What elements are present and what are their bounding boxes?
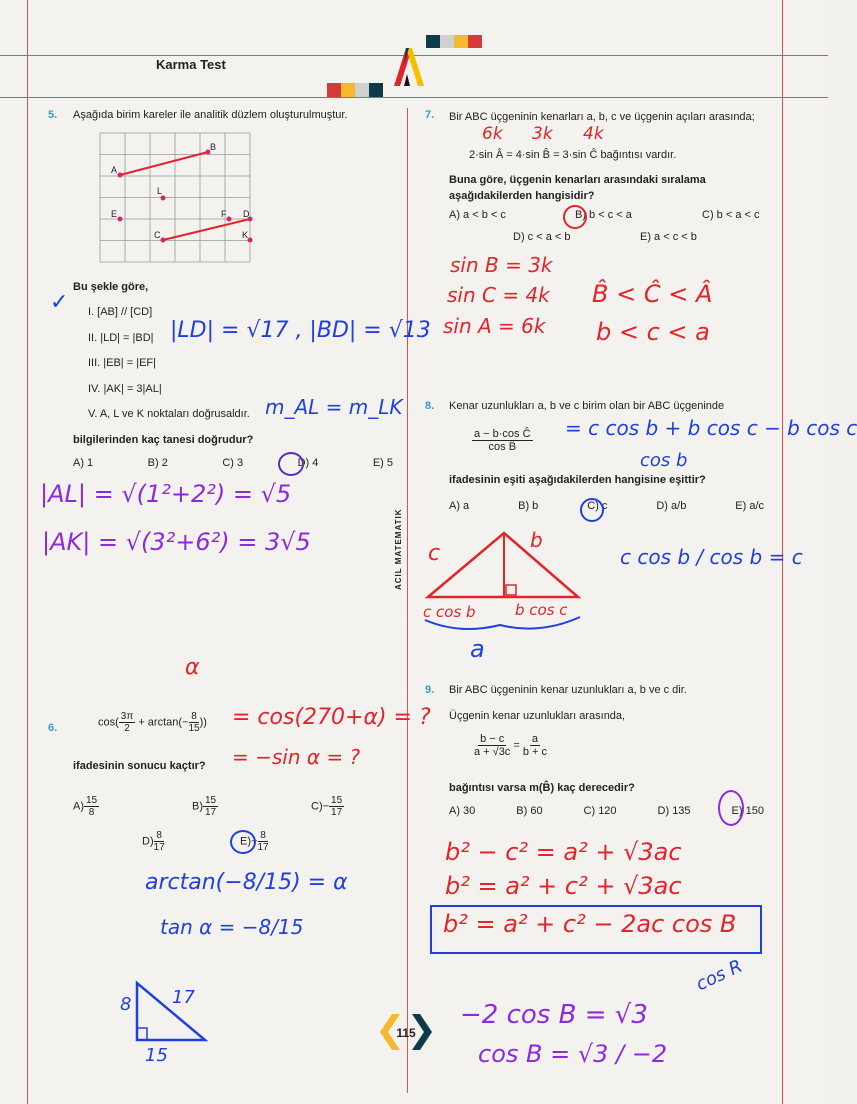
- option-c[interactable]: C) c: [587, 500, 608, 512]
- page-title: Karma Test: [156, 57, 226, 72]
- handwriting-note: tan α = −8/15: [160, 915, 304, 939]
- answer-circle: [580, 498, 604, 522]
- question-number: 9.: [425, 684, 435, 696]
- option-a[interactable]: A) 1: [73, 457, 94, 469]
- check-mark: ✓: [50, 290, 69, 315]
- svg-text:a: a: [470, 635, 485, 663]
- question-text: ifadesinin eşiti aşağıdakilerden hangisine eşittir?: [449, 474, 706, 486]
- question-stem: Kenar uzunlukları a, b ve c birim olan bir ABC üçgeninde: [449, 400, 725, 412]
- handwriting-note: cos b: [640, 450, 688, 471]
- svg-text:b: b: [530, 528, 543, 552]
- point-label-k: K: [242, 230, 249, 240]
- option-c[interactable]: C) b < a < c: [702, 209, 760, 221]
- handwriting-note: cos R: [692, 955, 746, 996]
- question-number: 7.: [425, 109, 435, 121]
- question-lead: Üçgenin kenar uzunlukları arasında,: [449, 710, 626, 722]
- statement-2: II. |LD| = |BD|: [88, 332, 154, 344]
- svg-text:115: 115: [396, 1026, 416, 1040]
- point-label-c: C: [154, 230, 161, 240]
- handwritten-triangle: [420, 525, 590, 665]
- column-divider: [407, 108, 408, 1093]
- handwriting-note: |AK| = √(3²+6²) = 3√5: [42, 528, 311, 556]
- handwriting-note: B̂ < Ĉ < Â: [592, 280, 713, 308]
- question-number: 6.: [48, 722, 58, 734]
- q9-equation: $\frac{b - c}{a + √3c}$ = $\frac{a}{b + c}$: [474, 733, 548, 758]
- handwriting-note: −2 cos B = √3: [460, 1000, 648, 1030]
- option-b[interactable]: B) 60: [516, 805, 543, 817]
- brand-vertical: ACIL MATEMATIK: [394, 508, 403, 590]
- handwriting-note: α: [185, 655, 200, 680]
- answer-circle: [230, 830, 256, 854]
- point-label-d: D: [243, 209, 250, 219]
- point-label-f: F: [221, 209, 227, 219]
- option-b[interactable]: B) b < c < a: [575, 209, 632, 221]
- svg-text:15: 15: [145, 1045, 168, 1066]
- option-a[interactable]: A) a < b < c: [449, 209, 506, 221]
- svg-text:b cos c: b cos c: [515, 601, 568, 619]
- relation: 2·sin Â = 4·sin B̂ = 3·sin Ĉ bağıntısı vardır.: [469, 149, 677, 161]
- handwriting-note: |LD| = √17 , |BD| = √13: [170, 318, 431, 343]
- option-b[interactable]: B) b: [518, 500, 539, 512]
- answer-circle: [718, 790, 744, 826]
- color-stripe-bottom: [327, 83, 383, 97]
- option-e[interactable]: E) a < c < b: [640, 231, 697, 243]
- handwriting-note: b < c < a: [596, 318, 710, 346]
- option-c[interactable]: C) 3: [222, 457, 244, 469]
- option-c[interactable]: C) 120: [583, 805, 617, 817]
- svg-text:c cos b: c cos b: [423, 603, 476, 621]
- option-d[interactable]: D) a/b: [656, 500, 687, 512]
- statement-4: IV. |AK| = 3|AL|: [88, 383, 162, 395]
- handwriting-note: = cos(270+α) = ?: [232, 705, 431, 730]
- handwriting-note: b² − c² = a² + √3ac: [445, 838, 682, 866]
- handwriting-note: arctan(−8/15) = α: [145, 870, 348, 895]
- question-text: bağıntısı varsa m(B̂) kaç derecedir?: [449, 782, 635, 794]
- question-text: ifadesinin sonucu kaçtır?: [73, 760, 206, 772]
- point-label-a: A: [111, 165, 118, 175]
- point-label-e: E: [111, 209, 118, 219]
- handwriting-note: m_AL = m_LK: [265, 395, 403, 419]
- handwriting-note: 6k: [482, 124, 503, 144]
- q8-fraction: $\frac{\text{a − b·cos Ĉ}}{\text{cos B̂}}$: [474, 428, 531, 453]
- option-e[interactable]: E) 150: [731, 805, 764, 817]
- handwritten-triangle: [110, 975, 220, 1065]
- option-e[interactable]: E) a/c: [735, 500, 764, 512]
- statement-5: V. A, L ve K noktaları doğrusaldır.: [88, 408, 250, 420]
- option-d[interactable]: D) c < a < b: [513, 231, 571, 243]
- svg-text:8: 8: [120, 994, 132, 1015]
- coordinate-grid: [95, 128, 265, 268]
- option-a[interactable]: A) $\frac{15}{8}$: [73, 795, 98, 818]
- handwriting-note: sin A = 6k: [443, 314, 546, 338]
- q6-expression: cos( $\frac{3\pi}{2}$ + arctan(− $\frac{8}{15}$ )): [98, 711, 207, 734]
- question-text: Buna göre, üçgenin kenarları arasındaki sıralama aşağıdakilerden hangisidir?: [449, 174, 706, 202]
- answer-options: [449, 805, 764, 817]
- statement-3: III. |EB| = |EF|: [88, 357, 156, 369]
- point-label-l: L: [157, 186, 163, 196]
- option-a[interactable]: A) a: [449, 500, 470, 512]
- question-stem: Aşağıda birim kareler ile analitik düzlem oluşturulmuştur.: [73, 109, 348, 121]
- page-number-badge: [378, 1010, 434, 1054]
- handwriting-note: 3k: [532, 124, 553, 144]
- question-text: bilgilerinden kaç tanesi doğrudur?: [73, 434, 254, 446]
- option-d[interactable]: D) $\frac{8}{17}$: [142, 830, 165, 853]
- handwriting-note: b² = a² + c² − 2ac cos B: [443, 910, 737, 938]
- option-d[interactable]: D) 4: [297, 457, 319, 469]
- answer-options: [449, 500, 764, 512]
- option-e[interactable]: E)− $\frac{8}{17}$: [240, 830, 269, 853]
- answer-options: [73, 457, 393, 469]
- option-b[interactable]: B) 2: [147, 457, 168, 469]
- handwriting-note: = −sin α = ?: [232, 745, 361, 769]
- question-stem: Bir ABC üçgeninin kenar uzunlukları a, b ve c dir.: [449, 684, 687, 696]
- logo-icon: [392, 46, 432, 90]
- color-stripe-top: [426, 35, 482, 48]
- option-d[interactable]: D) 135: [657, 805, 691, 817]
- handwriting-note: sin C = 4k: [447, 283, 550, 307]
- option-c[interactable]: C)− $\frac{15}{17}$: [311, 795, 343, 818]
- svg-text:17: 17: [172, 987, 195, 1008]
- point-label-b: B: [210, 142, 217, 152]
- handwriting-note: |AL| = √(1²+2²) = √5: [40, 480, 292, 508]
- header-line-bottom: [0, 97, 828, 98]
- svg-text:c: c: [428, 541, 441, 566]
- option-a[interactable]: A) 30: [449, 805, 476, 817]
- question-stem: Bir ABC üçgeninin kenarları a, b, c ve üçgenin açıları arasında;: [449, 111, 755, 123]
- option-e[interactable]: E) 5: [372, 457, 393, 469]
- question-number: 5.: [48, 109, 58, 121]
- option-b[interactable]: B) $\frac{15}{17}$: [192, 795, 217, 818]
- question-number: 8.: [425, 400, 435, 412]
- question-lead: Bu şekle göre,: [73, 281, 149, 293]
- handwriting-note: b² = a² + c² + √3ac: [445, 872, 682, 900]
- statement-1: I. [AB] // [CD]: [88, 306, 153, 318]
- handwriting-note: sin B = 3k: [450, 253, 553, 277]
- answer-circle: [563, 205, 587, 229]
- margin-line-left: [27, 0, 28, 1104]
- handwriting-note: c cos b / cos b = c: [620, 545, 803, 569]
- handwriting-note: 4k: [583, 124, 604, 144]
- handwriting-note: cos B = √3 / −2: [478, 1040, 668, 1068]
- handwriting-note: = c cos b + b cos c − b cos c: [565, 416, 857, 440]
- answer-circle: [278, 452, 304, 476]
